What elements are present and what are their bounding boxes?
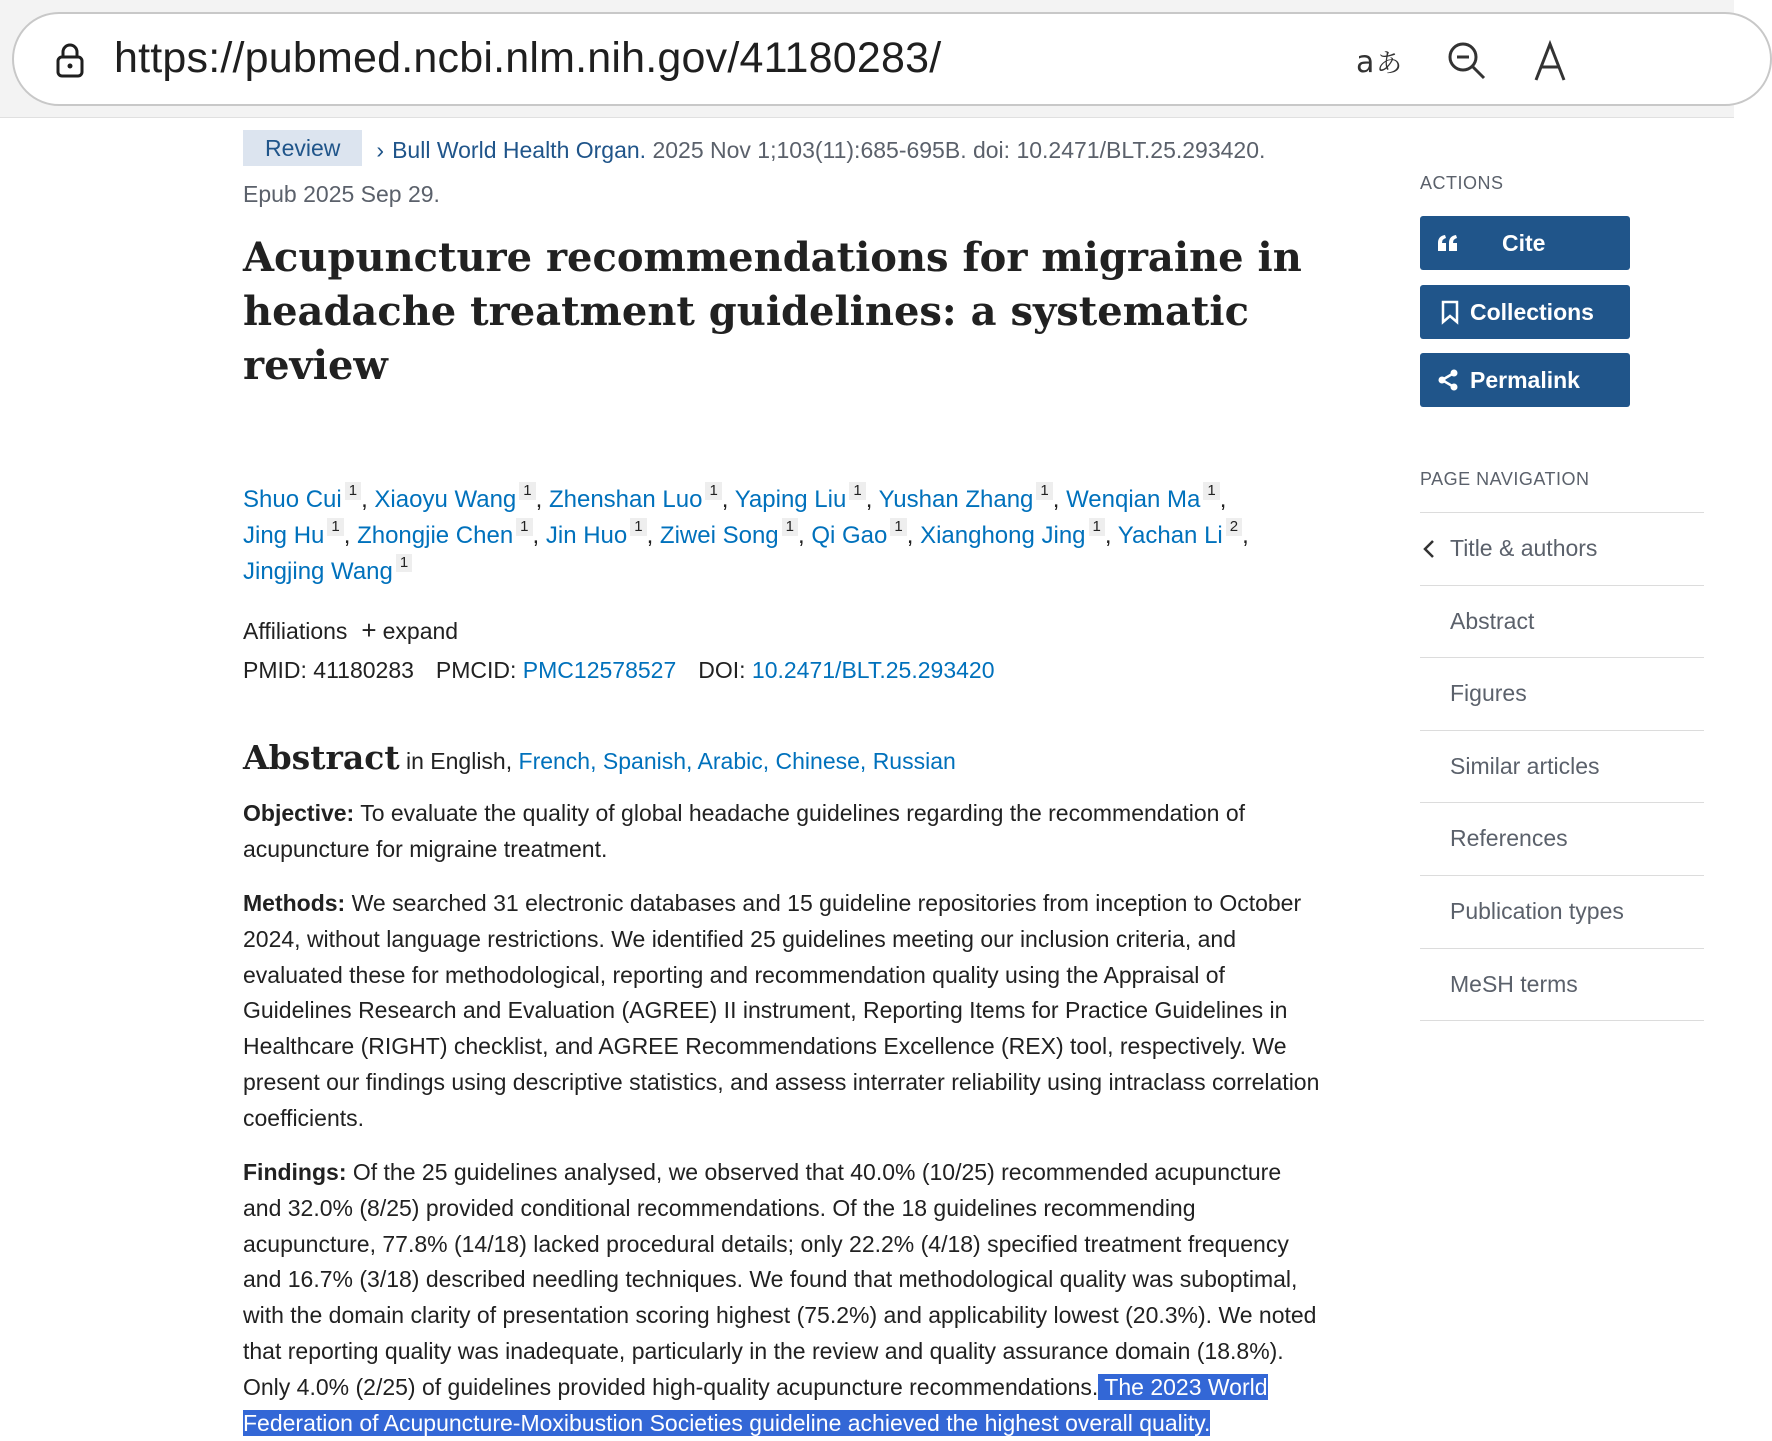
affiliation-number[interactable]: 1 bbox=[630, 518, 646, 536]
nav-item-label: Similar articles bbox=[1450, 752, 1600, 779]
expand-toggle[interactable]: expand bbox=[382, 618, 459, 644]
author-link[interactable]: Jing Hu bbox=[243, 522, 325, 549]
permalink-button-label: Permalink bbox=[1470, 367, 1580, 393]
doi-label: DOI: bbox=[698, 657, 746, 683]
abstract-methods bbox=[243, 886, 1323, 1137]
url-text[interactable]: https://pubmed.ncbi.nlm.nih.gov/41180283/ bbox=[114, 34, 942, 82]
abstract-language-link[interactable]: Chinese, bbox=[775, 748, 867, 774]
affiliation-number[interactable]: 1 bbox=[890, 518, 906, 536]
affiliation-number[interactable]: 1 bbox=[327, 518, 343, 536]
abstract-language-label: in English, bbox=[406, 748, 513, 774]
cite-button[interactable] bbox=[1420, 216, 1630, 270]
pmid-label: PMID: bbox=[243, 657, 307, 683]
zoom-out-icon[interactable] bbox=[1446, 40, 1488, 82]
nav-item-label: Title & authors bbox=[1450, 535, 1598, 561]
affiliation-number[interactable]: 1 bbox=[519, 482, 535, 500]
read-aloud-icon[interactable] bbox=[1532, 40, 1572, 82]
findings-text: Of the 25 guidelines analysed, we observed that 40.0% (10/25) recommended acupuncture and 32.0% (8/25) provided conditional recommendations. Of the 18 guidelines recommending acupuncture, 77.8% (14/18) lacked procedural details; only 22.2% (4/18) specified treatment frequency and 16.7% (3/18) described needling techniques. We found that methodological quality was suboptimal, with the domain clarity of presentation scoring highest (75.2%) and applicability lowest (20.3%). We noted that reporting quality was inadequate, particularly in the review and quality assurance domain (18.8%). Only 4.0% (2/25) of guidelines provided high-quality acupuncture recommendations. bbox=[243, 1159, 1317, 1400]
doi-link[interactable]: 10.2471/BLT.25.293420 bbox=[751, 657, 995, 683]
nav-item[interactable] bbox=[1420, 876, 1704, 949]
author-link[interactable]: Ziwei Song bbox=[659, 522, 779, 549]
affiliations-row bbox=[243, 612, 458, 649]
author-list: Shuo Cui $^1$ , Xiaoyu Wang $^1$ , Zhenshan Luo $^1$ , Yaping Liu $^1$ , Yushan Zhang $^1$ , Wenqian Ma $^1$ , Jing Hu $^1$ , Zhongjie Chen $^1$ , Jin Huo $^1$ , Ziwei Song $^1$ , Qi Gao $^1$ , Xianghong Jing $^1$ , Yachan Li $^2$ , Jingjing Wang $^1$ bbox=[243, 482, 1249, 585]
bookmark-icon bbox=[1438, 300, 1462, 324]
methods-label: Methods: bbox=[243, 890, 346, 916]
abstract-language-link[interactable]: French, bbox=[518, 748, 597, 774]
affiliation-number[interactable]: 1 bbox=[849, 482, 865, 500]
author-link[interactable]: Zhongjie Chen bbox=[357, 522, 514, 549]
findings-label: Findings: bbox=[243, 1159, 347, 1185]
author-link[interactable]: Jin Huo bbox=[545, 522, 628, 549]
page-navigation bbox=[1420, 512, 1704, 1021]
publication-type-badge[interactable]: Review bbox=[243, 130, 362, 166]
abstract-objective bbox=[243, 796, 1323, 868]
author-link[interactable]: Yaping Liu bbox=[734, 486, 847, 513]
pmcid-label: PMCID: bbox=[435, 657, 517, 683]
abstract-findings bbox=[243, 1155, 1323, 1441]
chevron-left-icon bbox=[1422, 539, 1438, 559]
epub-date: Epub 2025 Sep 29. bbox=[243, 181, 440, 207]
nav-item-label: Figures bbox=[1450, 680, 1527, 707]
browser-toolbar bbox=[0, 0, 1734, 118]
author-link[interactable]: Xianghong Jing bbox=[920, 522, 1086, 549]
article-title: Acupuncture recommendations for migraine in headache treatment guidelines: a systematic review bbox=[243, 234, 1302, 389]
nav-item[interactable] bbox=[1420, 586, 1704, 659]
affiliation-number[interactable]: 1 bbox=[516, 518, 532, 536]
nav-item[interactable] bbox=[1420, 658, 1704, 731]
author-link[interactable]: Qi Gao bbox=[811, 522, 888, 549]
objective-label: Objective: bbox=[243, 800, 355, 826]
address-bar[interactable] bbox=[12, 12, 1772, 106]
affiliation-number[interactable]: 1 bbox=[345, 482, 361, 500]
affiliation-number[interactable]: 1 bbox=[1203, 482, 1219, 500]
abstract-heading-row bbox=[243, 736, 956, 783]
abstract-languages bbox=[519, 748, 956, 774]
page-navigation-label: PAGE NAVIGATION bbox=[1420, 469, 1590, 489]
plus-icon[interactable]: + bbox=[361, 615, 377, 645]
svg-text:a: a bbox=[1356, 45, 1375, 80]
affiliation-number[interactable]: 1 bbox=[782, 518, 798, 536]
citation-line bbox=[243, 128, 1323, 216]
author-link[interactable]: Xiaoyu Wang bbox=[374, 486, 517, 513]
affiliation-number[interactable]: 2 bbox=[1226, 518, 1242, 536]
author-link[interactable]: Zhenshan Luo bbox=[548, 486, 703, 513]
nav-item[interactable] bbox=[1420, 803, 1704, 876]
quote-icon bbox=[1436, 231, 1460, 255]
nav-item-label: MeSH terms bbox=[1450, 970, 1578, 997]
affiliation-number[interactable]: 1 bbox=[396, 554, 412, 572]
author-link[interactable]: Shuo Cui bbox=[243, 486, 342, 513]
nav-item-label: Abstract bbox=[1450, 607, 1535, 634]
permalink-button[interactable] bbox=[1420, 353, 1630, 407]
nav-item-label: References bbox=[1450, 825, 1568, 852]
methods-text: We searched 31 electronic databases and 15 guideline repositories from inception to October 2024, without language restrictions. We identified 25 guidelines meeting our inclusion criteria, and evaluated these for methodological, reporting and recommendation quality using the Appraisal of Guidelines Research and Evaluation (AGREE) II instrument, Reporting Items for Practice Guidelines in Healthcare (RIGHT) checklist, and AGREE Recommendations Excellence (REX) tool, respectively. We present our findings using descriptive statistics, and assess interrater reliability using intraclass correlation coefficients. bbox=[243, 890, 1320, 1131]
author-link[interactable]: Yachan Li bbox=[1117, 522, 1223, 549]
author-link[interactable]: Yushan Zhang bbox=[878, 486, 1034, 513]
cite-button-label: Cite bbox=[1502, 230, 1546, 256]
journal-link[interactable]: Bull World Health Organ. bbox=[392, 137, 647, 163]
nav-item-label: Publication types bbox=[1450, 897, 1624, 924]
nav-item[interactable] bbox=[1420, 949, 1704, 1022]
citation-details: 2025 Nov 1;103(11):685-695B. doi: 10.2471/BLT.25.293420. bbox=[646, 137, 1266, 163]
pmcid-link[interactable]: PMC12578527 bbox=[522, 657, 677, 683]
chevron-right-icon: › bbox=[376, 137, 385, 163]
objective-text: To evaluate the quality of global headache guidelines regarding the recommendation of acupuncture for migraine treatment. bbox=[243, 800, 1246, 862]
selected-text[interactable]: The 2023 World Federation of Acupuncture-Moxibustion Societies guideline achieved the highest overall quality. bbox=[243, 1373, 1268, 1436]
affiliation-number[interactable]: 1 bbox=[1089, 518, 1105, 536]
abstract-language-link[interactable]: Arabic, bbox=[697, 748, 770, 774]
affiliation-number[interactable]: 1 bbox=[1036, 482, 1052, 500]
abstract-language-link[interactable]: Russian bbox=[872, 748, 956, 774]
pmid-value: 41180283 bbox=[313, 657, 414, 683]
lock-icon[interactable] bbox=[50, 40, 90, 80]
abstract-language-link[interactable]: Spanish, bbox=[602, 748, 693, 774]
svg-text:あ: あ bbox=[1376, 49, 1403, 79]
collections-button[interactable] bbox=[1420, 285, 1630, 339]
affiliations-label: Affiliations bbox=[243, 618, 348, 644]
translate-icon[interactable] bbox=[1356, 40, 1408, 82]
abstract-heading: Abstract bbox=[243, 738, 400, 777]
share-icon bbox=[1436, 368, 1460, 392]
collections-button-label: Collections bbox=[1470, 299, 1594, 325]
identifiers-row bbox=[243, 652, 995, 688]
affiliation-number[interactable]: 1 bbox=[705, 482, 721, 500]
nav-item[interactable] bbox=[1420, 513, 1704, 586]
nav-item[interactable] bbox=[1420, 731, 1704, 804]
actions-label: ACTIONS bbox=[1420, 173, 1504, 193]
author-link[interactable]: Jingjing Wang bbox=[243, 558, 393, 585]
author-link[interactable]: Wenqian Ma bbox=[1066, 486, 1201, 513]
